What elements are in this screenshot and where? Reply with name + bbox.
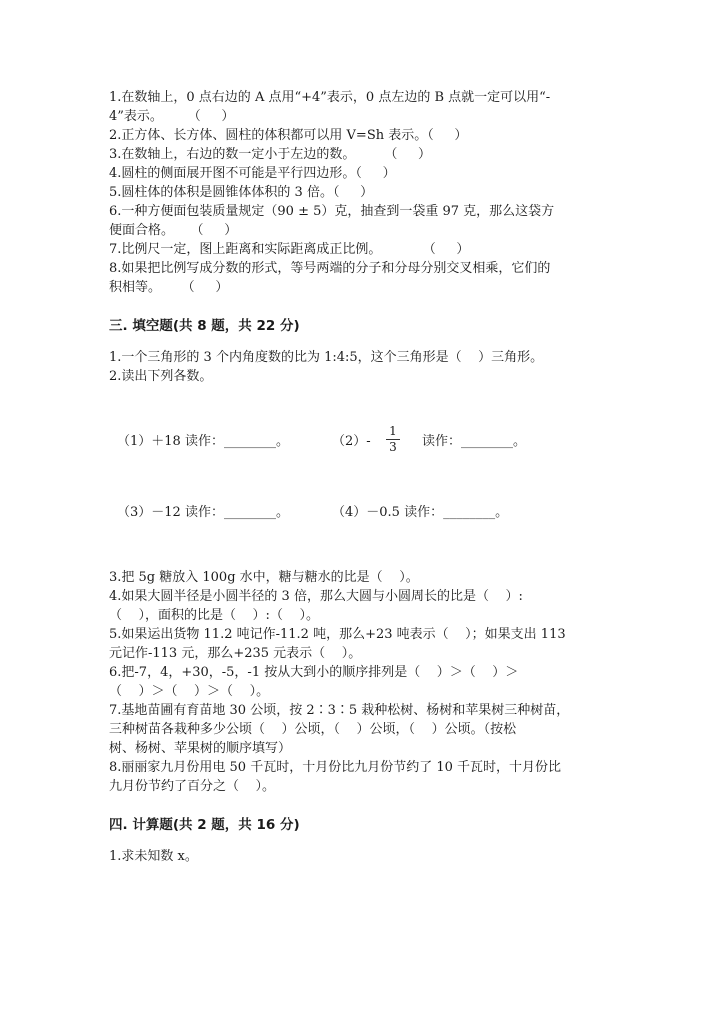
judge-line-7: 6.一种方便面包装质量规定（90 ± 5）克，抽查到一袋重 97 克，那么这袋方 <box>109 204 555 219</box>
judge-line-4: 3.在数轴上，右边的数一定小于左边的数。 （ ） <box>109 147 431 162</box>
read-item-2-suffix: 读作：________。 <box>422 434 527 449</box>
fill-line-1: 3.把 5g 糖放入 100g 水中，糖与糖水的比是（ ）。 <box>109 570 419 585</box>
fill-line-4: 5.如果运出货物 11.2 吨记作-11.2 吨，那么+23 吨表示（ ）；如果支出 113 <box>109 627 566 642</box>
read-item-3: （3）－12 读作：________。 <box>117 505 289 520</box>
fill-line-5: 元记作-113 元，那么+235 元表示（ ）。 <box>109 646 362 661</box>
judge-line-5: 4.圆柱的侧面展开图不可能是平行四边形。（ ） <box>109 166 396 181</box>
fill-line-7: （ ）＞（ ）＞（ ）。 <box>109 684 270 699</box>
judge-line-6: 5.圆柱体的体积是圆锥体体积的 3 倍。（ ） <box>109 185 374 200</box>
fraction-numerator: 1 <box>389 424 397 438</box>
fill-line-3: （ ），面积的比是（ ）:（ ）。 <box>109 608 319 623</box>
fill-line-9: 三种树苗各栽种多少公顷（ ）公顷，（ ）公顷，（ ）公顷。（按松 <box>109 722 517 737</box>
calc-q1: 1.求未知数 x。 <box>109 849 198 864</box>
judge-line-9: 7.比例尺一定，图上距离和实际距离成正比例。 （ ） <box>109 242 470 257</box>
judge-line-11: 积相等。 （ ） <box>109 280 229 295</box>
fraction-one-third <box>386 425 400 454</box>
section3-title: 三. 填空题(共 8 题，共 22 分) <box>109 318 300 334</box>
fraction-denominator: 3 <box>389 440 397 454</box>
judge-line-8: 便面合格。 （ ） <box>109 223 238 238</box>
fill-q2: 2.读出下列各数。 <box>109 369 213 384</box>
fill-line-6: 6.把-7，4，+30，-5，-1 按从大到小的顺序排列是（ ）＞（ ）＞ <box>109 665 519 680</box>
fill-line-11: 8.丽丽家九月份用电 50 千瓦时，十月份比九月份节约了 10 千瓦时，十月份比 <box>109 760 562 775</box>
read-item-4: （4）－0.5 读作：________。 <box>332 505 509 520</box>
section4-title: 四. 计算题(共 2 题，共 16 分) <box>109 817 300 833</box>
fill-line-12: 九月份节约了百分之（ ）。 <box>109 779 276 794</box>
judge-line-10: 8.如果把比例写成分数的形式，等号两端的分子和分母分别交叉相乘，它们的 <box>109 261 551 276</box>
judge-line-2: 4”表示。 （ ） <box>109 109 235 124</box>
fill-line-2: 4.如果大圆半径是小圆半径的 3 倍，那么大圆与小圆周长的比是（ ）: <box>109 589 523 604</box>
read-item-2-prefix: （2）- <box>332 434 371 449</box>
fill-q1: 1.一个三角形的 3 个内角度数的比为 1:4:5，这个三角形是（ ）三角形。 <box>109 350 544 365</box>
judge-line-3: 2.正方体、长方体、圆柱的体积都可以用 V=Sh 表示。（ ） <box>109 128 468 143</box>
judge-line-1: 1.在数轴上，0 点右边的 A 点用“+4”表示，0 点左边的 B 点就一定可以用“- <box>109 90 551 105</box>
fill-line-10: 树、杨树、苹果树的顺序填写） <box>109 741 292 756</box>
read-item-1: （1）＋18 读作：________。 <box>117 434 289 449</box>
fill-line-8: 7.基地苗圃有育苗地 30 公顷，按 2∶3∶5 栽种松树、杨树和苹果树三种树苗， <box>109 703 570 718</box>
